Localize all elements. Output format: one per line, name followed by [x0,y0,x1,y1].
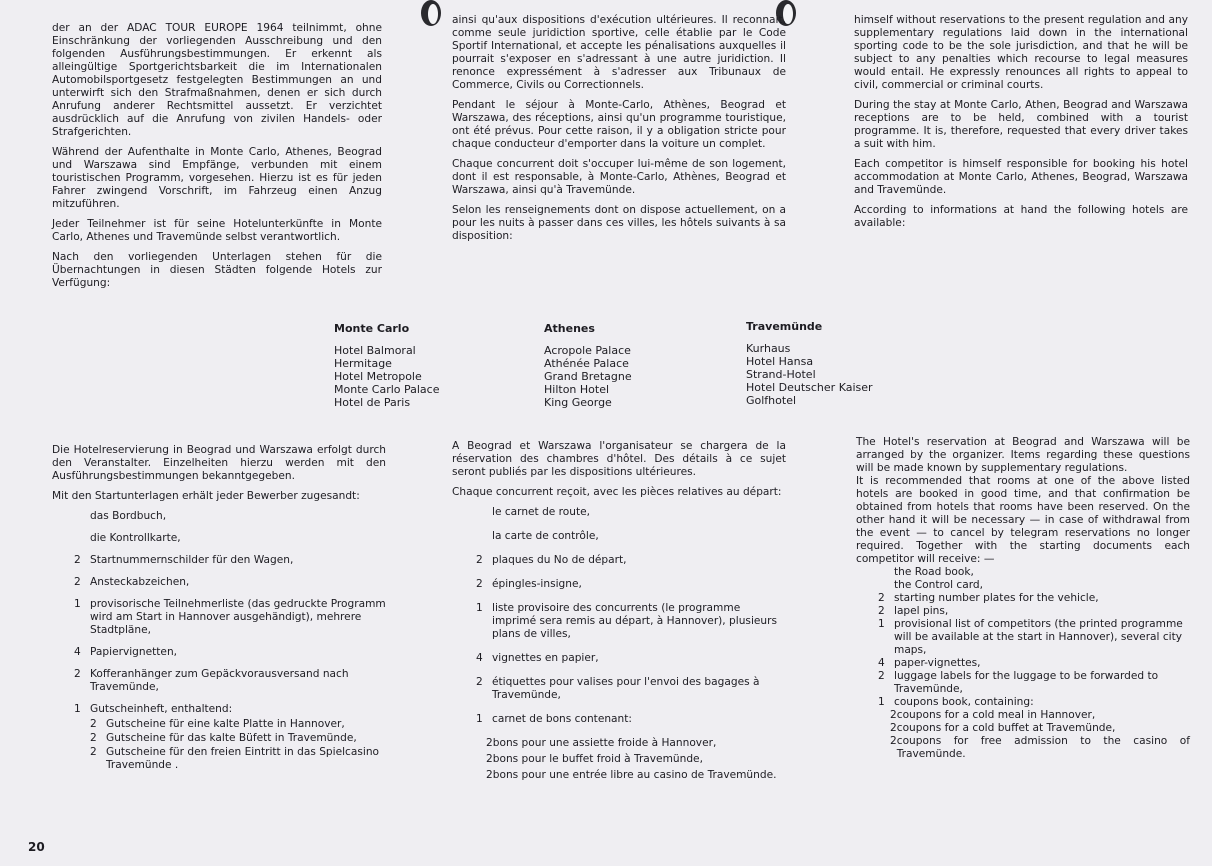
list-item [878,592,1190,605]
hotel-name: Acropole Palace [544,344,631,357]
sub-list-item [486,769,786,782]
hotel-name: Hotel Deutscher Kaiser [746,381,873,394]
item-count: 2 [890,722,897,734]
item-count [476,530,492,543]
english-column-top [854,14,1188,237]
item-text: starting number plates for the vehicle, [894,592,1099,604]
item-text: liste provisoire des concurrents (le programme imprimé sera remis au départ, à Hannover), plusieurs plans de villes, [492,602,777,640]
item-count: 2 [90,746,97,758]
paragraph: Each competitor is himself responsible for booking his hotel accommodation at Monte Carlo, Athenes, Beograd, Warszawa and Travemünde. [854,158,1188,196]
hotel-list-monte-carlo [334,322,440,409]
item-count [74,532,90,545]
sub-list-item [890,709,1190,722]
german-column-bottom [52,444,386,782]
paragraph: Pendant le séjour à Monte-Carlo, Athènes, Beograd et Warszawa, des réceptions, ainsi qu'un programme touristique, ont été prévus. Pour cette raison, il y a obligation stricte pour chaque conducteur d'emporter dans la voiture un complet. [452,99,786,150]
paragraph: Die Hotelreservierung in Beograd und Warszawa erfolgt durch den Veranstalter. Einzelheiten hierzu werden mit den Ausführungsbestimmungen bekanntgegeben. [52,444,386,482]
paragraph: It is recommended that rooms at one of the above listed hotels are booked in good time, and that confirmation be obtained from hotels that rooms have been reserved. On the other hand it will be necessary — in case of withdrawal from the event — to cancel by telegram reservations no longer required. Together with the starting documents each competitor will receive: — [856,475,1190,565]
item-count: 2 [74,576,81,588]
item-count: 2 [878,592,885,604]
list-item [878,579,1190,592]
item-count: 4 [476,652,483,664]
item-count: 2 [90,718,97,730]
item-count: 2 [878,670,885,682]
item-text: paper-vignettes, [894,657,981,669]
hotel-list-travemuende [746,320,873,407]
item-text: Startnummernschilder für den Wagen, [90,554,294,566]
paragraph: Chaque concurrent doit s'occuper lui-même de son logement, dont il est responsable, à Monte-Carlo, Athènes, Beograd et Warszawa, ainsi qu'à Travemünde. [452,158,786,196]
hotel-name: Hotel Hansa [746,355,814,368]
list-item [878,566,1190,579]
item-count [74,510,90,523]
sub-list-item [890,722,1190,735]
list-item [476,554,786,567]
item-text: coupons for a cold buffet at Travemünde, [896,722,1116,734]
item-text: Gutscheine für eine kalte Platte in Hannover, [106,718,345,730]
item-count: 2 [890,709,897,721]
list-item [74,668,386,694]
item-list [878,566,1190,709]
list-item [476,652,786,665]
paragraph: A Beograd et Warszawa l'organisateur se chargera de la réservation des chambres d'hôtel. Des détails à ce sujet seront publiés par les dispositions ultérieures. [452,440,786,478]
list-item [476,676,786,702]
item-count: 2 [90,732,97,744]
hotel-city-heading: Travemünde [746,320,823,333]
list-item [878,605,1190,618]
item-text: die Kontrollkarte, [90,532,181,544]
paragraph: Jeder Teilnehmer ist für seine Hotelunterkünfte in Monte Carlo, Athenes und Travemünde selbst verantwortlich. [52,218,382,243]
item-count [878,579,894,592]
list-item [878,657,1190,670]
paragraph: According to informations at hand the following hotels are available: [854,204,1188,229]
item-text: Gutscheine für das kalte Büfett in Travemünde, [106,732,357,744]
item-text: provisorische Teilnehmerliste (das gedruckte Programm wird am Start in Hannover ausgehändigt), mehrere Stadtpläne, [90,598,386,636]
paragraph: During the stay at Monte Carlo, Athen, Beograd and Warszawa receptions are to be held, combined with a tourist programme. It is, therefore, requested that every driver takes a suit with him. [854,99,1188,150]
item-count: 1 [476,713,483,725]
binding-hole [421,0,443,28]
list-item [74,598,386,637]
item-count: 2 [486,769,493,781]
paragraph: Mit den Startunterlagen erhält jeder Bewerber zugesandt: [52,490,360,502]
paragraph: Chaque concurrent reçoit, avec les pièces relatives au départ: [452,486,782,498]
item-count: 2 [890,735,897,747]
hotel-name: Grand Bretagne [544,370,632,383]
list-item [878,696,1190,709]
item-text: étiquettes pour valises pour l'envoi des bagages à Travemünde, [492,676,760,701]
item-text: provisional list of competitors (the printed programme will be available at the start in Hannover), several city maps, [894,618,1183,656]
item-text: Kofferanhänger zum Gepäckvorausversand nach Travemünde, [90,668,349,693]
sub-list-item [90,718,386,731]
sub-list-item [90,732,386,745]
item-count: 2 [476,676,483,688]
hotel-city-heading: Monte Carlo [334,322,410,335]
item-text: bons pour une entrée libre au casino de Travemünde. [492,769,777,781]
sub-item-list [890,709,1190,761]
item-text: the Control card, [894,579,983,591]
list-item [74,554,386,567]
hotel-name: Golfhotel [746,394,797,407]
list-item [476,713,786,726]
item-count: 2 [878,605,885,617]
item-text: plaques du No de départ, [492,554,627,566]
item-text: épingles-insigne, [492,578,582,590]
list-item [74,703,386,773]
sub-list-item [890,735,1190,761]
item-count [476,506,492,519]
list-item [74,532,386,545]
item-text: the Road book, [894,566,974,578]
paragraph: Während der Aufenthalte in Monte Carlo, Athenes, Beograd und Warszawa sind Empfänge, verbunden mit einem touristischen Programm, vorgesehen. Hierzu ist es für jeden Fahrer zwingend Vorschrift, im Fahrzeug einen Anzug mitzuführen. [52,146,382,210]
item-list [74,510,386,773]
hotel-name: Athénée Palace [544,357,629,370]
paragraph: himself without reservations to the present regulation and any supplementary regulations laid down in the international sporting code to be the sole jurisdiction, and that he will be subject to any penalties which recourse to legal measures would entail. He expressly renounces all rights to appeal to civil, commercial or criminal courts. [854,14,1188,91]
item-text: Gutscheine für den freien Eintritt in das Spielcasino Travemünde . [106,746,380,771]
item-text: coupons for a cold meal in Hannover, [896,709,1096,721]
item-count: 2 [476,554,483,566]
item-text: bons pour le buffet froid à Travemünde, [492,753,703,765]
hotel-name: Hilton Hotel [544,383,610,396]
item-count: 2 [486,753,493,765]
item-count: 2 [74,554,81,566]
list-item [74,646,386,659]
item-count: 2 [476,578,483,590]
item-text: Gutscheinheft, enthaltend: [90,703,233,715]
list-item [74,510,386,523]
list-item [74,576,386,589]
list-item [476,602,786,641]
item-text: Papiervignetten, [90,646,178,658]
item-count: 1 [476,602,483,614]
list-item [878,670,1190,696]
item-count: 2 [486,737,493,749]
list-item [476,578,786,591]
hotel-name: Hotel Balmoral [334,344,416,357]
paragraph: The Hotel's reservation at Beograd and Warszawa will be arranged by the organizer. Items regarding these questions will be made known by supplementary regulations. [856,436,1190,474]
item-count: 1 [74,703,81,715]
english-column-bottom [856,436,1190,761]
list-item [476,530,786,543]
item-text: le carnet de route, [492,506,591,518]
sub-list-item [486,753,786,766]
item-text: carnet de bons contenant: [492,713,632,725]
hotel-name: Hotel de Paris [334,396,411,409]
hotel-name: Kurhaus [746,342,791,355]
item-text: coupons for free admission to the casino of Travemünde. [896,735,1190,760]
sub-item-list [90,718,386,772]
item-text: lapel pins, [894,605,949,617]
item-count: 2 [74,668,81,680]
item-text: la carte de contrôle, [492,530,599,542]
hotel-city-heading: Athenes [544,322,595,335]
french-column-top [452,14,786,250]
sub-item-list [486,737,786,782]
item-text: coupons book, containing: [894,696,1034,708]
list-item [878,618,1190,657]
paragraph: ainsi qu'aux dispositions d'exécution ultérieures. Il reconnait, comme seule juridiction sportive, celle établie par le Code Sportif International, et accepte les pénalisations auxquelles il pourrait s'exposer en s'adressant à une autre juridiction. Il renonce expressément à s'adresser aux Tribunaux de Commerce, Civils ou Correctionnels. [452,14,786,91]
french-column-bottom [452,440,786,785]
hotel-list-athenes [544,322,632,409]
hotel-name: Monte Carlo Palace [334,383,440,396]
hotel-name: Hermitage [334,357,392,370]
hotel-name: Strand-Hotel [746,368,816,381]
item-text: das Bordbuch, [90,510,167,522]
hotel-name: Hotel Metropole [334,370,422,383]
paragraph: der an der ADAC TOUR EUROPE 1964 teilnimmt, ohne Einschränkung der vorliegenden Ausschreibung und den folgenden Ausführungsbestimmungen. Er erkennt als alleingültige Sportgerichtsbarkeit die im Internationalen Automobilsportgesetz festgelegten Bestimmungen an und unterwirft sich den Strafmaßnahmen, denen er sich durch Anrufung anderer Rechtsmittel aussetzt. Er verzichtet ausdrücklich auf die Anrufung von zivilen Handels- oder Strafgerichten. [52,22,382,138]
paragraph: Nach den vorliegenden Unterlagen stehen für die Übernachtungen in diesen Städten folgende Hotels zur Verfügung: [52,251,382,289]
item-count [878,566,894,579]
item-text: Ansteckabzeichen, [90,576,190,588]
item-text: vignettes en papier, [492,652,599,664]
sub-list-item [90,746,386,772]
paragraph: Selon les renseignements dont on dispose actuellement, on a pour les nuits à passer dans ces villes, les hôtels suivants à sa disposition: [452,204,786,242]
item-count: 1 [74,598,81,610]
page-number: 20 [28,840,45,854]
german-column-top [52,22,382,297]
sub-list-item [486,737,786,750]
item-count: 4 [878,657,885,669]
item-count: 4 [74,646,81,658]
item-count: 1 [878,618,885,630]
item-list [476,506,786,726]
item-text: luggage labels for the luggage to be forwarded to Travemünde, [894,670,1159,695]
item-count: 1 [878,696,885,708]
item-text: bons pour une assiette froide à Hannover, [492,737,717,749]
hotel-name: King George [544,396,612,409]
list-item [476,506,786,519]
